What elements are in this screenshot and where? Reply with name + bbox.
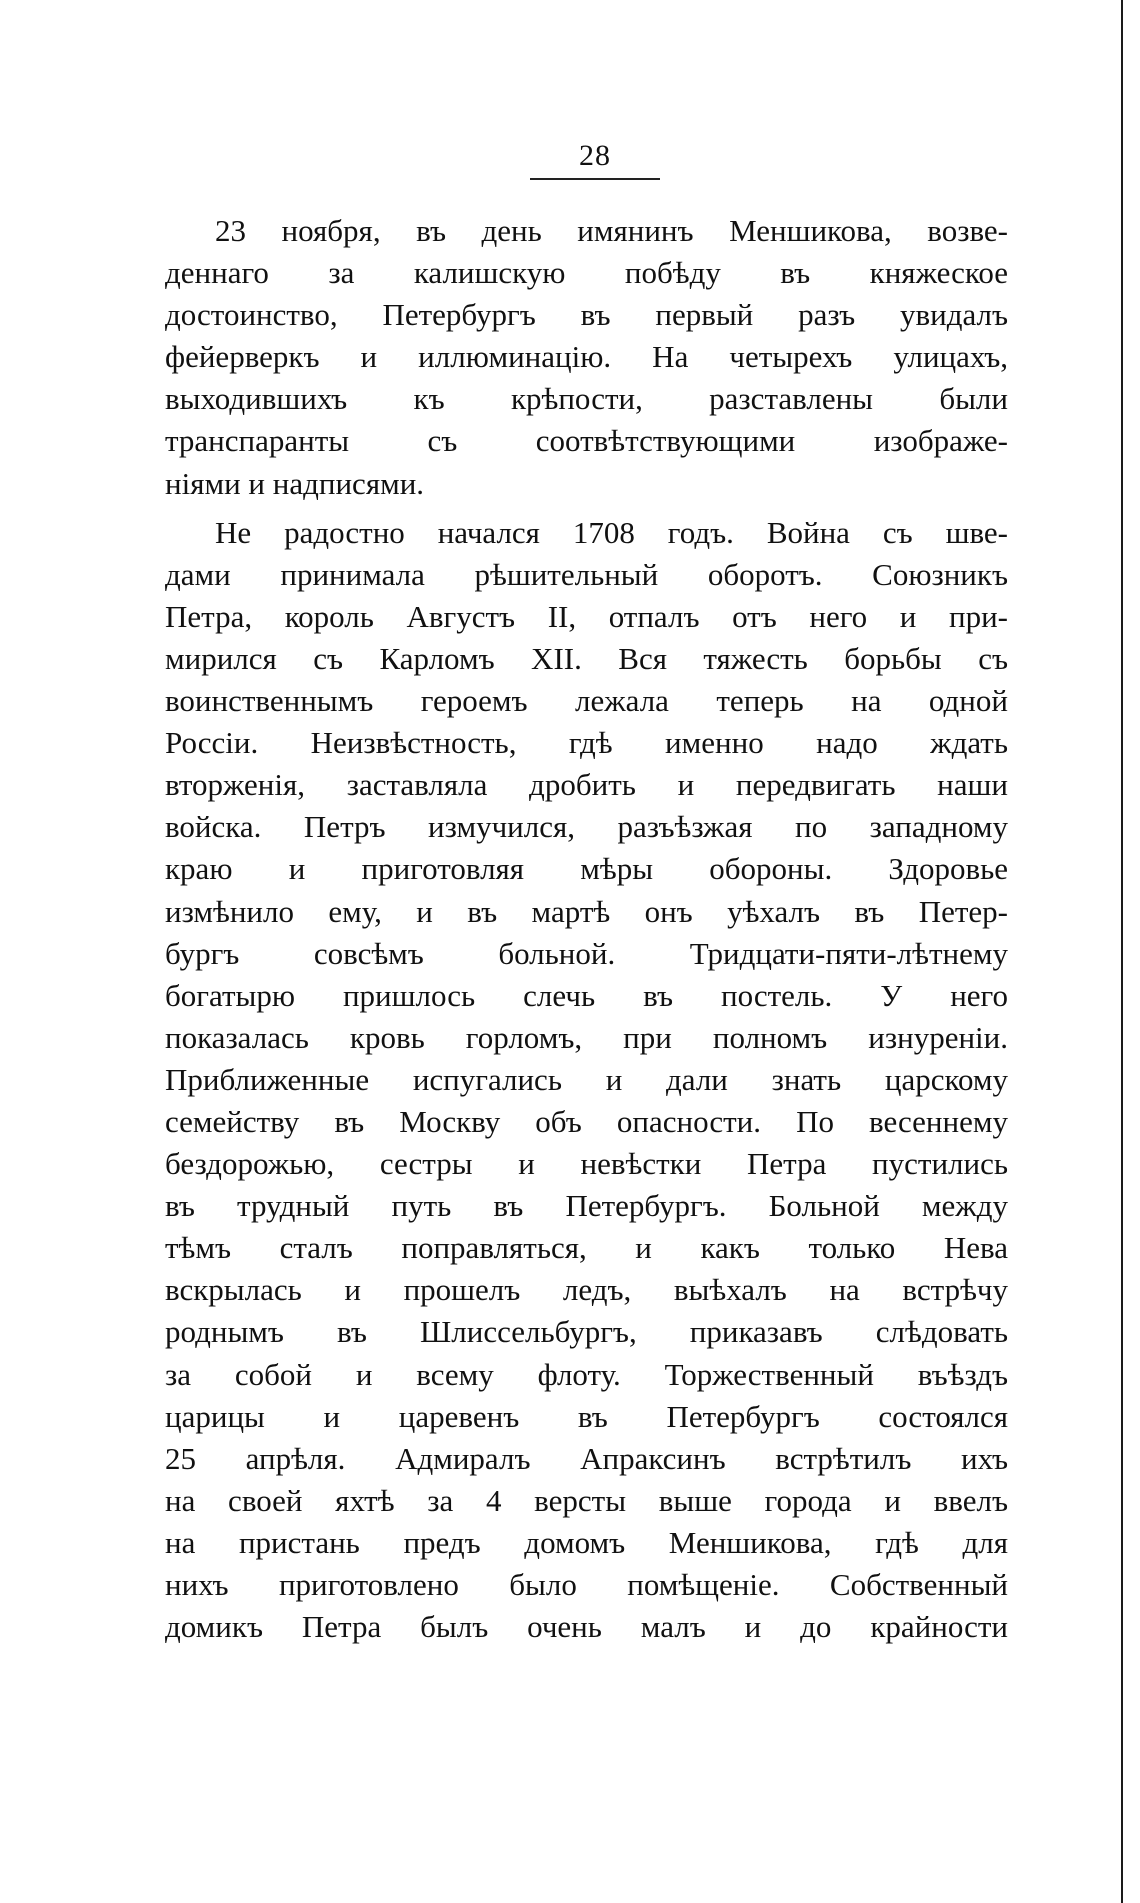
- text-line: царицы и царевенъ въ Петербургъ состоялся: [165, 1398, 1008, 1434]
- text-line: Петра, король Августъ II, отпалъ отъ него и при-: [165, 598, 1008, 634]
- text-line: за собой и всему флоту. Торжественный въѣздъ: [165, 1356, 1008, 1392]
- text-line: ніями и надписями.: [165, 465, 425, 501]
- paragraph-gap: [165, 505, 1008, 512]
- paragraph-1: [165, 210, 1008, 505]
- text-line: роднымъ въ Шлиссельбургъ, приказавъ слѣдовать: [165, 1314, 1008, 1350]
- text-line: тѣмъ сталъ поправляться, и какъ только Нева: [165, 1230, 1008, 1266]
- text-line: краю и приготовляя мѣры обороны. Здоровье: [165, 851, 1008, 887]
- page-number: 28: [579, 139, 611, 172]
- paragraph-2: [165, 512, 1008, 1649]
- text-line: вторженія, заставляла дробить и передвигать наши: [165, 767, 1008, 803]
- text-line: въ трудный путь въ Петербургъ. Больной между: [165, 1188, 1008, 1224]
- page-edge-rule: [1121, 0, 1123, 1903]
- text-line: бездорожью, сестры и невѣстки Петра пустились: [165, 1146, 1008, 1182]
- text-line: достоинство, Петербургъ въ первый разъ увидалъ: [165, 297, 1008, 333]
- text-line: семейству въ Москву объ опасности. По весеннему: [165, 1103, 1008, 1139]
- text-line: измѣнило ему, и въ мартѣ онъ уѣхалъ въ Петер-: [165, 893, 1008, 929]
- text-line: Не радостно начался 1708 годъ. Война съ шве-: [215, 514, 1008, 550]
- text-line: Россіи. Неизвѣстность, гдѣ именно надо ждать: [165, 725, 1008, 761]
- text-line: мирился съ Карломъ XII. Вся тяжесть борьбы съ: [165, 640, 1008, 676]
- text-line: войска. Петръ измучился, разъѣзжая по западному: [165, 809, 1008, 845]
- text-line: фейерверкъ и иллюминацію. На четырехъ улицахъ,: [165, 339, 1008, 375]
- text-line: Приближенные испугались и дали знать царскому: [165, 1061, 1008, 1097]
- text-line: воинственнымъ героемъ лежала теперь на одной: [165, 683, 1008, 719]
- text-line: домикъ Петра былъ очень малъ и до крайности: [165, 1609, 1008, 1645]
- text-line: дами принимала рѣшительный оборотъ. Союзникъ: [165, 556, 1008, 592]
- text-line: транспаранты съ соотвѣтствующими изображе-: [165, 423, 1008, 459]
- body-text: [165, 210, 1008, 1648]
- header-rule: [530, 178, 660, 180]
- text-line: бургъ совсѣмъ больной. Тридцати-пяти-лѣтнему: [165, 935, 1008, 971]
- text-line: деннаго за калишскую побѣду въ княжеское: [165, 255, 1008, 291]
- text-line: вскрылась и прошелъ ледъ, выѣхалъ на встрѣчу: [165, 1272, 1008, 1308]
- text-line: 23 ноября, въ день имянинъ Меншикова, возве-: [215, 213, 1008, 248]
- text-line: выходившихъ къ крѣпости, разставлены были: [165, 381, 1008, 417]
- text-line: нихъ приготовлено было помѣщеніе. Собственный: [165, 1567, 1008, 1602]
- text-line: на своей яхтѣ за 4 версты выше города и ввелъ: [165, 1482, 1008, 1518]
- page-header: [530, 138, 660, 180]
- text-line: 25 апрѣля. Адмиралъ Апраксинъ встрѣтилъ ихъ: [165, 1440, 1008, 1476]
- text-line: на пристань предъ домомъ Меншикова, гдѣ для: [165, 1524, 1008, 1560]
- text-line: богатырю пришлось слечь въ постель. У него: [165, 977, 1008, 1013]
- text-line: показалась кровь горломъ, при полномъ изнуреніи.: [165, 1019, 1008, 1055]
